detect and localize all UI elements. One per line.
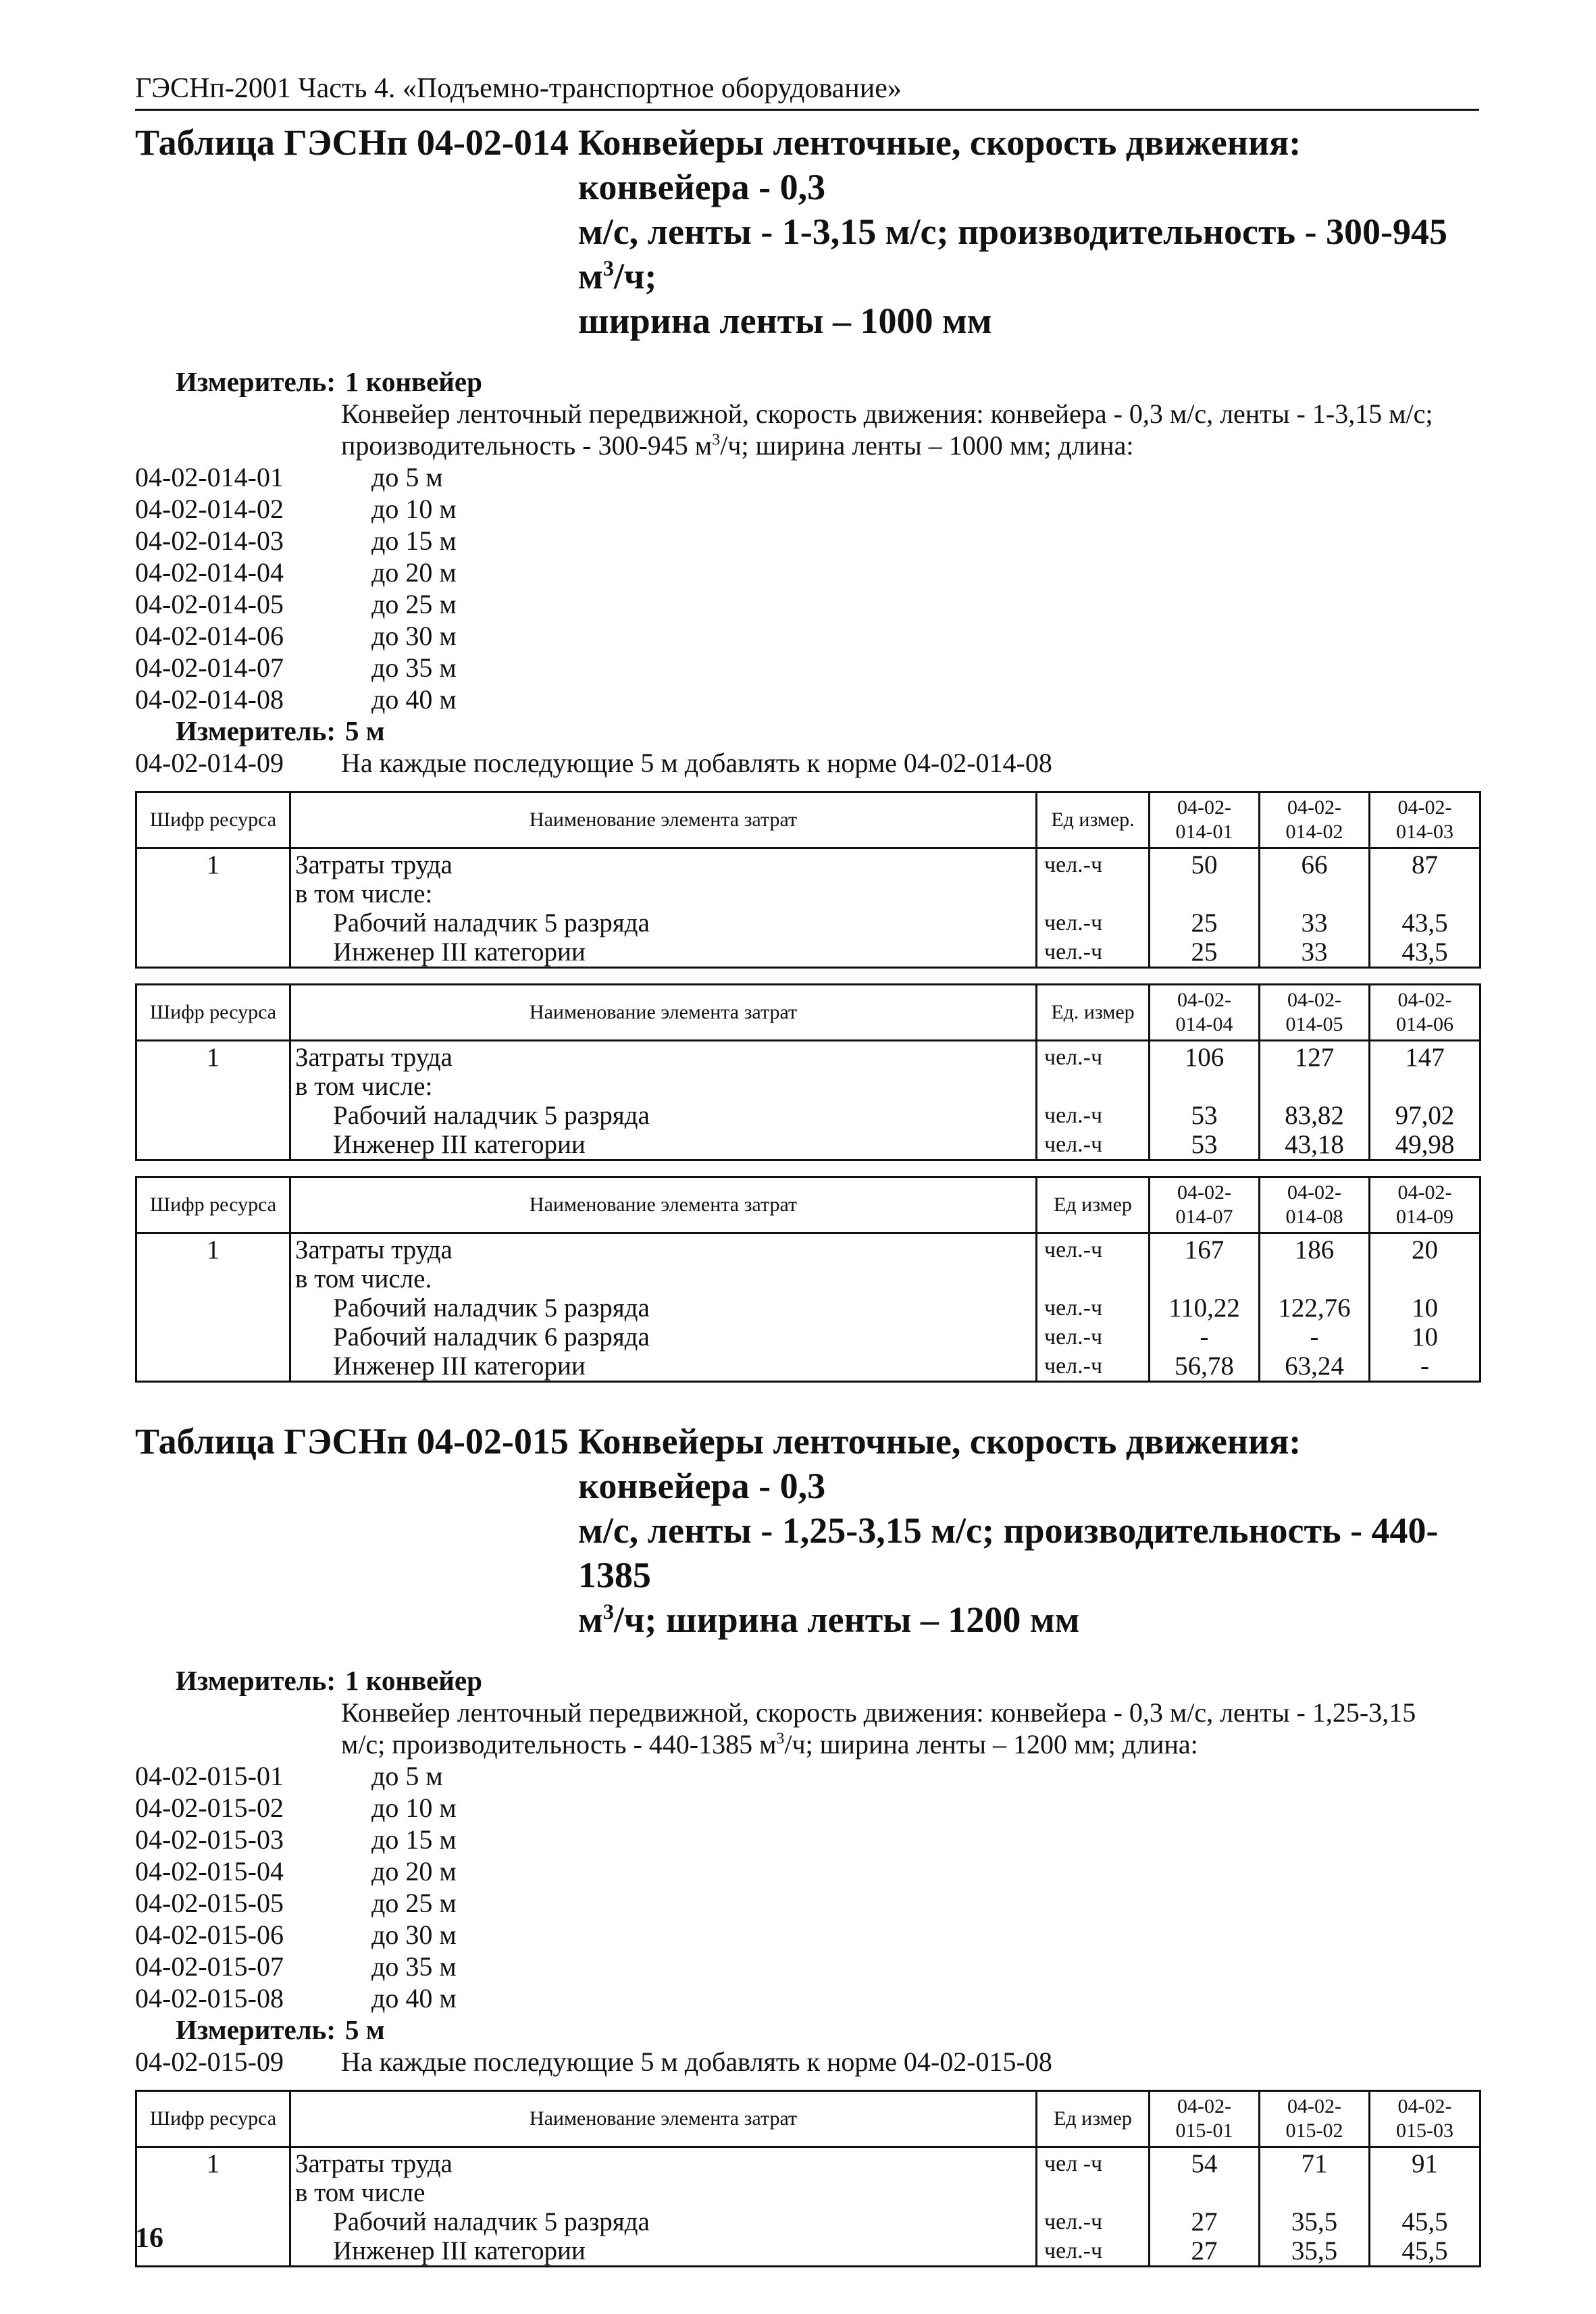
measure-unit [135,715,1479,747]
value-cell: 10 [1370,1322,1481,1352]
norm-code-row [135,1919,1479,1951]
value-cell: 87 [1370,848,1481,880]
norm-code: 04-02-015-02 [135,1793,284,1823]
norm-code-row [135,493,1479,525]
value-cell: 25 [1150,937,1260,968]
value-cell: 10 [1370,1293,1481,1322]
table-title-prefix: Таблица ГЭСНп 04-02-014 [135,122,569,163]
table-title-line-2 [578,209,1479,299]
header-norm-code [1260,985,1370,1041]
unit-cell: чел.-ч [1037,937,1150,968]
unit-cell: чел.-ч [1037,1101,1150,1130]
norm-code-part: 04-02- [1397,796,1452,819]
resource-code [136,1293,290,1322]
value-cell [1370,1072,1481,1101]
norm-code-part: 015-03 [1396,2119,1453,2142]
table-row [136,1072,1481,1101]
value-cell: 66 [1260,848,1370,880]
header-norm-code [1260,2091,1370,2147]
title-text: /ч; [613,256,657,297]
resource-code: 1 [136,1041,290,1073]
title-text: м/с, ленты - 1-3,15 м/с; производительность - 300-945 м [577,211,1448,297]
norm-code-part: 014-04 [1175,1013,1233,1035]
table-title-prefix: Таблица ГЭСНп 04-02-015 [135,1421,569,1462]
norm-code: 04-02-015-01 [135,1761,284,1791]
cost-element-name: в том числе: [290,879,1037,908]
table-title-line-1: Конвейеры ленточные, скорость движения: конвейера - 0,3 [577,122,1302,207]
norm-code-part: 014-07 [1175,1206,1233,1228]
norm-code-row [135,1760,1479,1792]
norm-code: 04-02-014-02 [135,494,284,524]
norm-code-row [135,1792,1479,1824]
norm-length: до 35 м [371,652,457,683]
norm-code: 04-02-014-04 [135,557,284,588]
value-cell: 25 [1150,908,1260,937]
cost-element-name: Рабочий наладчик 6 разряда [290,1322,1037,1352]
table-row [136,879,1481,908]
norm-code: 04-02-014-08 [135,684,284,715]
value-cell [1370,879,1481,908]
table-row [136,2236,1481,2267]
value-cell: 54 [1150,2147,1260,2179]
table-row [136,1322,1481,1352]
norm-code-part: 014-05 [1285,1013,1343,1035]
unit-cell: чел.-ч [1037,1041,1150,1073]
norm-code-part: 04-02- [1177,2095,1231,2117]
description-line: Конвейер ленточный передвижной, скорость движения: конвейера - 0,3 м/с, ленты - 1-3,15 м/с; [341,398,1433,429]
description-line [341,1728,1479,1760]
table-title-line-3: ширина ленты – 1000 мм [577,301,992,341]
measure-label: Измеритель: [176,1665,336,1696]
resource-code [136,1130,290,1160]
table-row [136,1293,1481,1322]
cost-element-name: Затраты труда [290,848,1037,880]
resource-code: 1 [136,848,290,880]
title-superscript: 3 [602,257,614,281]
value-cell: - [1370,1352,1481,1382]
section-04-02-015 [135,1419,1479,2267]
table-header-row [136,1177,1481,1233]
value-cell: 35,5 [1260,2207,1370,2236]
header-resource-code: Шифр ресурса [136,985,290,1041]
header-cost-element: Наименование элемента затрат [290,2091,1037,2147]
norm-code-part: 04-02- [1287,796,1341,819]
resource-table [135,983,1481,1161]
cost-element-name: Рабочий наладчик 5 разряда [290,2207,1037,2236]
header-resource-code: Шифр ресурса [136,1177,290,1233]
value-cell: 91 [1370,2147,1481,2179]
value-cell: 50 [1150,848,1260,880]
resource-code [136,1322,290,1352]
norm-length: до 35 м [371,1951,457,1982]
norm-code: 04-02-015-04 [135,1856,284,1886]
header-unit: Ед измер [1037,2091,1150,2147]
unit-cell: чел.-ч [1037,1233,1150,1265]
value-cell [1260,879,1370,908]
value-cell: 53 [1150,1101,1260,1130]
value-cell: 27 [1150,2236,1260,2267]
norm-note-text: На каждые последующие 5 м добавлять к норме 04-02-015-08 [341,2047,1052,2077]
norm-length: до 30 м [371,1920,457,1950]
title-text: м [577,1599,603,1640]
value-cell: 83,82 [1260,1101,1370,1130]
table-row [136,2147,1481,2179]
resource-table [135,1176,1481,1383]
unit-cell: чел.-ч [1037,908,1150,937]
table-row [136,937,1481,968]
resource-tables [135,791,1479,1383]
unit-cell: чел.-ч [1037,2236,1150,2267]
unit-cell [1037,879,1150,908]
table-title [135,120,1479,343]
value-cell [1370,1264,1481,1293]
norm-code: 04-02-015-05 [135,1888,284,1918]
norm-code-list [135,1760,1479,2014]
value-cell [1260,1264,1370,1293]
header-resource-code: Шифр ресурса [136,792,290,848]
norm-code-part: 014-06 [1396,1013,1453,1035]
header-norm-code [1370,1177,1481,1233]
value-cell [1260,2178,1370,2207]
cost-element-name: Инженер III категории [290,1130,1037,1160]
norm-code-row [135,1887,1479,1919]
header-norm-code [1150,792,1260,848]
value-cell [1150,2178,1260,2207]
resource-code: 1 [136,2147,290,2179]
measure-unit [135,366,1479,398]
value-cell: 49,98 [1370,1130,1481,1160]
section-04-02-014 [135,120,1479,1383]
value-cell: 56,78 [1150,1352,1260,1382]
value-cell: 43,18 [1260,1130,1370,1160]
measure-label: Измеритель: [176,2014,336,2045]
resource-code: 1 [136,1233,290,1265]
measure-unit [135,1665,1479,1697]
table-row [136,1041,1481,1073]
description-line [341,430,1479,461]
header-cost-element: Наименование элемента затрат [290,985,1037,1041]
norm-length: до 10 м [371,1793,457,1823]
table-row [136,2207,1481,2236]
header-norm-code [1370,2091,1481,2147]
norm-code: 04-02-014-05 [135,589,284,619]
norm-code-part: 014-03 [1396,821,1453,843]
resource-table [135,2090,1481,2267]
value-cell: 20 [1370,1233,1481,1265]
value-cell [1150,1072,1260,1101]
norm-code-row [135,557,1479,588]
value-cell [1150,879,1260,908]
measure-value: 5 м [345,715,385,746]
resource-code [136,1264,290,1293]
value-cell [1260,1072,1370,1101]
norm-code-list [135,461,1479,715]
norm-note [135,747,1479,779]
unit-cell: чел.-ч [1037,1352,1150,1382]
cost-element-name: Рабочий наладчик 5 разряда [290,1101,1037,1130]
header-norm-code [1260,1177,1370,1233]
cost-element-name: Затраты труда [290,2147,1037,2179]
table-title [135,1419,1479,1642]
header-norm-code [1260,792,1370,848]
value-cell: 33 [1260,937,1370,968]
norm-code-part: 04-02- [1287,1181,1341,1204]
header-resource-code: Шифр ресурса [136,2091,290,2147]
resource-code [136,1072,290,1101]
resource-code [136,879,290,908]
table-title-text [569,1419,1479,1642]
measure-value: 1 конвейер [345,1665,482,1696]
value-cell: 186 [1260,1233,1370,1265]
resource-code [136,937,290,968]
table-row [136,1233,1481,1265]
description-text: производительность - 300-945 м [341,430,713,461]
norm-code: 04-02-014-07 [135,652,284,683]
norm-code-row [135,652,1479,684]
norm-code: 04-02-014-06 [135,621,284,651]
unit-cell: чел -ч [1037,2147,1150,2179]
norm-length: до 40 м [371,1983,457,2013]
value-cell: 53 [1150,1130,1260,1160]
measure-label: Измеритель: [176,366,336,397]
table-title-line-2: м/с, ленты - 1,25-3,15 м/с; производительность - 440-1385 [577,1510,1439,1595]
norm-code-part: 04-02- [1397,2095,1452,2117]
norm-code-row [135,1951,1479,1982]
norm-code-row [135,684,1479,715]
description-text: /ч; ширина ленты – 1200 мм; длина: [784,1729,1198,1759]
norm-code: 04-02-015-09 [135,2047,284,2077]
cost-element-name: Инженер III категории [290,937,1037,968]
norm-note-text: На каждые последующие 5 м добавлять к норме 04-02-014-08 [341,748,1052,778]
table-row [136,2178,1481,2207]
table-row [136,1352,1481,1382]
norm-note [135,2046,1479,2078]
norm-code-row [135,588,1479,620]
value-cell: 45,5 [1370,2207,1481,2236]
table-row [136,1130,1481,1160]
norm-code-row [135,620,1479,652]
cost-element-name: Рабочий наладчик 5 разряда [290,1293,1037,1322]
norm-length: до 20 м [371,1856,457,1886]
cost-element-name: Затраты труда [290,1041,1037,1073]
table-header-row [136,985,1481,1041]
table-header-row [136,2091,1481,2147]
norm-length: до 40 м [371,684,457,715]
header-cost-element: Наименование элемента затрат [290,1177,1037,1233]
description-text: /ч; ширина ленты – 1000 мм; длина: [720,430,1134,461]
value-cell: 63,24 [1260,1352,1370,1382]
norm-length: до 5 м [371,1761,443,1791]
value-cell: 27 [1150,2207,1260,2236]
norm-code: 04-02-015-03 [135,1824,284,1855]
unit-cell: чел.-ч [1037,2207,1150,2236]
header-norm-code [1370,792,1481,848]
description-superscript: 3 [712,431,721,449]
work-description [135,1697,1479,1760]
measure-value: 1 конвейер [345,366,482,397]
unit-cell [1037,1264,1150,1293]
norm-length: до 25 м [371,589,457,619]
value-cell: 35,5 [1260,2236,1370,2267]
running-head: ГЭСНп-2001 Часть 4. «Подъемно-транспортное оборудование» [135,71,1479,111]
header-cost-element: Наименование элемента затрат [290,792,1037,848]
cost-element-name: в том числе: [290,1072,1037,1101]
measure-value: 5 м [345,2014,385,2045]
norm-length: до 5 м [371,462,443,492]
norm-length: до 15 м [371,525,457,556]
table-title-text [569,120,1479,343]
header-norm-code [1150,1177,1260,1233]
header-norm-code [1150,985,1260,1041]
value-cell [1370,2178,1481,2207]
description-text: м/с; производительность - 440-1385 м [341,1729,777,1759]
cost-element-name: Затраты труда [290,1233,1037,1265]
norm-length: до 10 м [371,494,457,524]
norm-code: 04-02-014-01 [135,462,284,492]
value-cell: 45,5 [1370,2236,1481,2267]
header-norm-code [1150,2091,1260,2147]
value-cell: 167 [1150,1233,1260,1265]
value-cell: 43,5 [1370,908,1481,937]
value-cell: - [1150,1322,1260,1352]
unit-cell: чел.-ч [1037,1293,1150,1322]
norm-code-row [135,461,1479,493]
norm-code-row [135,1824,1479,1855]
table-title-line-1: Конвейеры ленточные, скорость движения: конвейера - 0,3 [577,1421,1302,1506]
unit-cell [1037,2178,1150,2207]
norm-code-part: 014-02 [1285,821,1343,843]
value-cell: - [1260,1322,1370,1352]
value-cell: 33 [1260,908,1370,937]
norm-code-row [135,1855,1479,1887]
norm-code-row [135,525,1479,557]
value-cell: 43,5 [1370,937,1481,968]
value-cell: 106 [1150,1041,1260,1073]
norm-code-row [135,1982,1479,2014]
norm-code-part: 04-02- [1177,989,1231,1011]
table-row [136,1101,1481,1130]
norm-code-part: 04-02- [1397,1181,1452,1204]
value-cell: 147 [1370,1041,1481,1073]
norm-code-part: 014-01 [1175,821,1233,843]
work-description [135,398,1479,461]
resource-code [136,1352,290,1382]
norm-code: 04-02-015-08 [135,1983,284,2013]
title-text: /ч; ширина ленты – 1200 мм [613,1599,1080,1640]
table-row [136,1264,1481,1293]
header-unit: Ед измер. [1037,792,1150,848]
description-line: Конвейер ленточный передвижной, скорость движения: конвейера - 0,3 м/с, ленты - 1,25-3,15 [341,1697,1416,1728]
cost-element-name: в том числе. [290,1264,1037,1293]
table-row [136,848,1481,880]
norm-code-part: 04-02- [1177,1181,1231,1204]
cost-element-name: Инженер III категории [290,1352,1037,1382]
resource-code [136,1101,290,1130]
document-page [135,71,1479,2267]
norm-length: до 25 м [371,1888,457,1918]
cost-element-name: Рабочий наладчик 5 разряда [290,908,1037,937]
norm-length: до 15 м [371,1824,457,1855]
resource-table [135,791,1481,969]
norm-code-part: 04-02- [1287,2095,1341,2117]
norm-code: 04-02-015-06 [135,1920,284,1950]
resource-code [136,908,290,937]
table-row [136,908,1481,937]
table-header-row [136,792,1481,848]
norm-length: до 30 м [371,621,457,651]
value-cell: 97,02 [1370,1101,1481,1130]
title-superscript: 3 [602,1600,614,1624]
measure-label: Измеритель: [176,715,336,746]
norm-length: до 20 м [371,557,457,588]
value-cell: 71 [1260,2147,1370,2179]
measure-unit [135,2014,1479,2046]
header-norm-code [1370,985,1481,1041]
cost-element-name: в том числе [290,2178,1037,2207]
value-cell: 127 [1260,1041,1370,1073]
cost-element-name: Инженер III категории [290,2236,1037,2267]
unit-cell [1037,1072,1150,1101]
page-number: 16 [135,2223,163,2254]
norm-code: 04-02-015-07 [135,1951,284,1982]
norm-code-part: 015-02 [1285,2119,1343,2142]
unit-cell: чел.-ч [1037,848,1150,880]
unit-cell: чел.-ч [1037,1130,1150,1160]
norm-code-part: 014-08 [1285,1206,1343,1228]
value-cell: 122,76 [1260,1293,1370,1322]
table-title-line-3 [578,1597,1479,1642]
value-cell [1150,1264,1260,1293]
header-unit: Ед измер [1037,1177,1150,1233]
header-unit: Ед. измер [1037,985,1150,1041]
norm-code-part: 04-02- [1397,989,1452,1011]
value-cell: 110,22 [1150,1293,1260,1322]
norm-code: 04-02-014-03 [135,525,284,556]
resource-code [136,2178,290,2207]
norm-code-part: 015-01 [1175,2119,1233,2142]
norm-code-part: 014-09 [1396,1206,1453,1228]
norm-code-part: 04-02- [1177,796,1231,819]
resource-tables [135,2090,1479,2267]
unit-cell: чел.-ч [1037,1322,1150,1352]
description-superscript: 3 [776,1730,785,1748]
norm-code: 04-02-014-09 [135,748,284,778]
norm-code-part: 04-02- [1287,989,1341,1011]
